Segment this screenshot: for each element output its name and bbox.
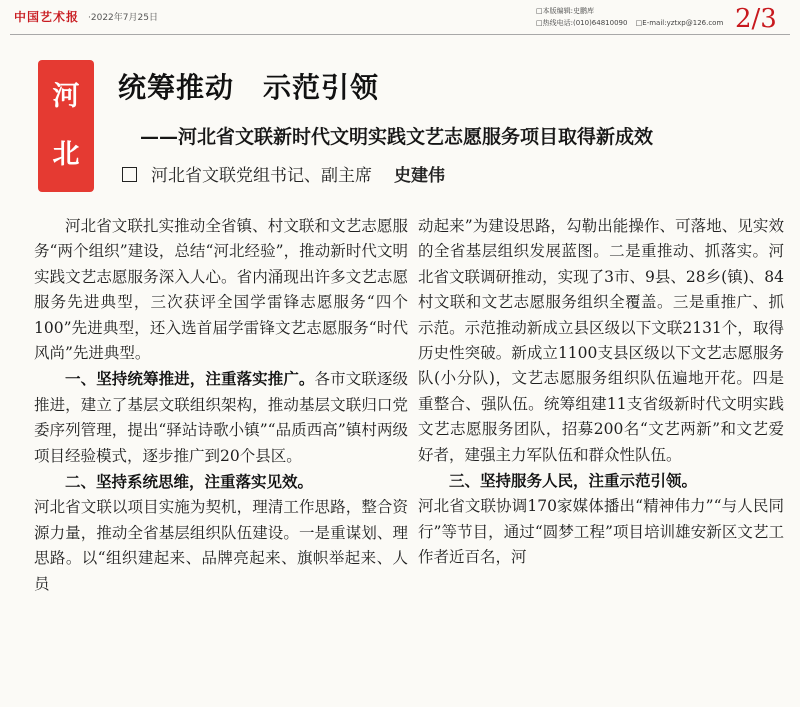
paragraph-text: 各市文联逐级推进，建立了基层文联组织架构，推动基层文联归口党委序列管理，提出“驿站诗歌小镇”“品质西高”镇村两级项目经验模式，逐步推广到20个县区。 bbox=[34, 370, 408, 465]
paragraph: 动起来”为建设思路，勾勒出能操作、可落地、见实效的全省基层组织发展蓝图。二是重推动、抓落实。河北省文联调研推动，实现了3市、9县、28乡(镇)、84村文联和文艺志愿服务组织全覆盖。三是重推广、抓示范。示范推动新成立县区级以下文联2131个，取得历史性突破。新成立1100支县区级以下文艺志愿服务队(小分队)，文艺志愿服务组织队伍遍地开花。四是重整合、强队伍。统筹组建11支省级新时代文明实践文艺志愿服务团队，招募200名“文艺两新”和文艺爱好者，建强主力军队伍和群众性队伍。 bbox=[418, 217, 784, 464]
headline: 统筹推动 示范引领 bbox=[118, 71, 380, 104]
email: □E-mail:yztxp@126.com bbox=[635, 19, 724, 27]
province-tag-char-2: 北 bbox=[52, 139, 80, 170]
byline-name: 史建伟 bbox=[394, 166, 445, 186]
section-heading: 一、坚持统筹推进，注重落实推广。 bbox=[65, 369, 315, 389]
province-tag-char-1: 河 bbox=[52, 81, 80, 112]
paragraph: 河北省文联扎实推动全省镇、村文联和文艺志愿服务“两个组织”建设，总结“河北经验”，推动新时代文明实践文艺志愿服务深入人心。省内涌现出许多文艺志愿服务先进典型，三次获评全国学雷锋志愿服务“四个100”先进典型，还入选首届学雷锋文艺志愿服务“时代风尚”先进典型。 bbox=[34, 217, 408, 363]
page-number: 2/3 bbox=[735, 4, 777, 34]
section-heading bbox=[34, 469, 408, 495]
paragraph bbox=[34, 366, 408, 469]
section-heading-text: 二、坚持系统思维，注重落实见效。 bbox=[65, 472, 314, 492]
page-editor: □本版编辑:史鹏库 bbox=[536, 7, 594, 15]
paragraph: 河北省文联以项目实施为契机，理清工作思路，整合资源力量，推动全省基层组织队伍建设。一是重谋划、理思路。以“组织建起来、品牌亮起来、旗帜举起来、人员 bbox=[34, 498, 408, 593]
byline bbox=[122, 161, 445, 186]
hotline: □热线电话:(010)64810090 bbox=[536, 19, 628, 27]
byline-box-icon bbox=[122, 167, 137, 182]
article-column-1 bbox=[34, 214, 408, 597]
byline-title: 河北省文联党组书记、副主席 bbox=[151, 166, 372, 186]
header-rule bbox=[10, 34, 790, 35]
subheadline: ——河北省文联新时代文明实践文艺志愿服务项目取得新成效 bbox=[140, 126, 654, 148]
editor-info bbox=[536, 5, 729, 29]
paragraph: 河北省文联协调170家媒体播出“精神伟力”“与人民同行”等节目，通过“圆梦工程”项目培训雄安新区文艺工作者近百名，河 bbox=[418, 497, 784, 567]
province-tag bbox=[38, 60, 94, 192]
newspaper-logo: 中国艺术报 bbox=[14, 10, 80, 24]
article-column-2 bbox=[418, 214, 784, 571]
section-heading-text: 三、坚持服务人民，注重示范引领。 bbox=[449, 471, 698, 491]
section-heading bbox=[418, 468, 784, 494]
issue-date: ·2022年7月25日 bbox=[88, 13, 158, 23]
masthead bbox=[0, 0, 800, 40]
